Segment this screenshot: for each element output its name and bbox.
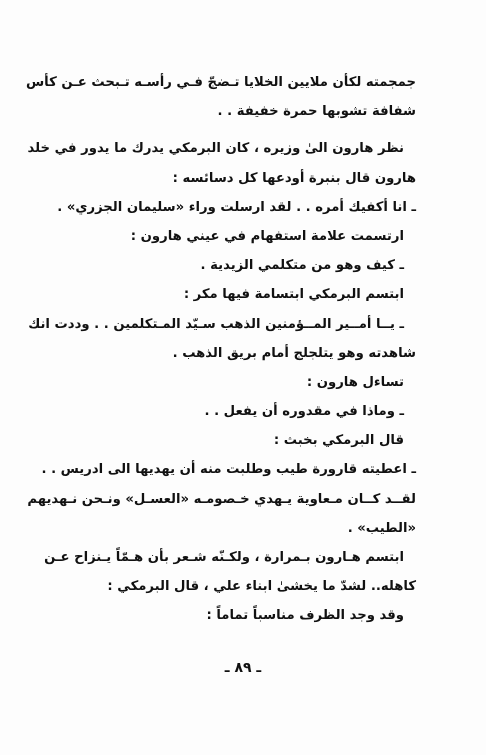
text-line: ـ انا أكفيك أمره . . لقد ارسلت وراء «سليمان الجزري» .: [57, 199, 416, 215]
text-line: ـ كيف وهو من متكلمي الزيدية .: [200, 258, 404, 274]
text-line: هارون قال بنبرة أودعها كل دسائسه :: [172, 170, 416, 186]
text-line: قال البرمكي بخبث :: [273, 433, 404, 449]
text-line: جمجمته لكأن ملايين الخلايا تـضجّ فـي رأسـه تـبحث عـن كأس: [25, 75, 416, 90]
page-body-text: [25, 68, 416, 631]
text-line: «الطيب» .: [347, 520, 416, 536]
text-line: شفافة تشوبها حمرة خفيفة . .: [217, 104, 416, 120]
text-line: وقد وجد الظرف مناسباً تماماً :: [206, 608, 404, 624]
text-line: ابتسم البرمكي ابتسامة فيها مكر :: [183, 287, 404, 303]
text-line: تساءل هارون :: [306, 374, 404, 390]
text-line: كاهله.. لشدّ ما يخشىٰ ابناء علي ، قال البرمكي :: [107, 579, 416, 595]
text-line: ـ يــا أمــير المــؤمنين الذهب سـيّد المـتكلمين . . وددت انك: [28, 316, 404, 332]
page-number: ـ ٨٩ ـ: [224, 660, 262, 676]
text-line: شاهدته وهو يتلجلج أمام بريق الذهب .: [172, 345, 416, 361]
text-line: ـ اعطيته قارورة طيب وطلبت منه أن يهديها الى ادريس . .: [41, 462, 416, 478]
text-line: ـ وماذا في مقدوره أن يفعل . .: [204, 404, 404, 420]
paragraph-gap: [70, 126, 416, 134]
text-line: ارتسمت علامة استفهام في عيني هارون :: [130, 228, 404, 244]
text-line: ابتسم هـارون بـمرارة ، ولكـنّه شـعر بأن هـمّاً يـنزاح عـن: [44, 550, 404, 565]
text-line: نظر هارون الىٰ وزيره ، كان البرمكي يدرك ما يدور في خلد: [27, 141, 404, 157]
text-line: لقــد كــان مـعاوية يـهدي خـصومـه «العسـل» ونـحن نـهديهم: [27, 491, 416, 507]
